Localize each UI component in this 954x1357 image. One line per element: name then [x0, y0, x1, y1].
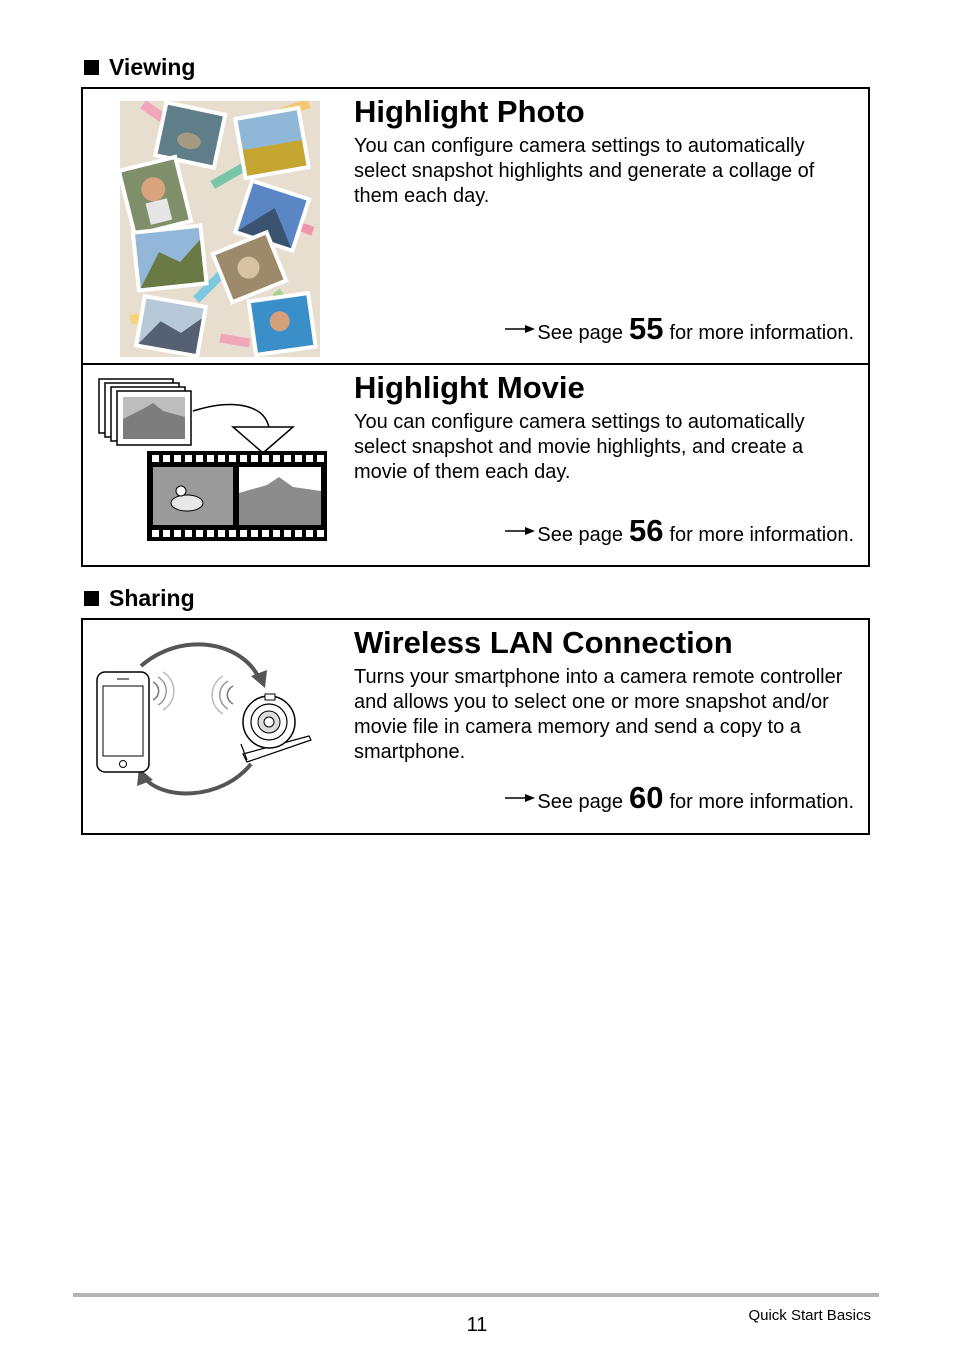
right-arrow-icon [505, 324, 535, 334]
page-reference [505, 311, 854, 347]
reference-prefix: See page [537, 322, 623, 344]
film-strip-illustration [97, 377, 329, 543]
feature-description: You can configure camera settings to automatically select snapshot and movie highlights, and create a movie of them each day. [354, 411, 805, 483]
section-heading-label: Sharing [109, 585, 195, 611]
right-arrow-icon [505, 793, 535, 803]
feature-wireless-lan [83, 620, 868, 833]
reference-page-link[interactable]: 60 [629, 780, 664, 815]
phone-camera-wireless-illustration [91, 636, 317, 798]
section-heading-sharing [84, 585, 195, 612]
feature-description: Turns your smartphone into a camera remote controller and allows you to select one or more snapshot and/or movie file in camera memory and send a copy to a smartphone. [354, 666, 843, 763]
reference-suffix: for more information. [669, 524, 854, 546]
filled-square-icon [84, 60, 99, 75]
reference-prefix: See page [537, 791, 623, 813]
sharing-box [81, 618, 870, 835]
feature-description: You can configure camera settings to automatically select snapshot highlights and generate a collage of them each day. [354, 135, 815, 207]
feature-title: Highlight Photo [354, 94, 585, 129]
reference-prefix: See page [537, 524, 623, 546]
reference-page-link[interactable]: 55 [629, 311, 664, 346]
feature-title: Wireless LAN Connection [354, 625, 733, 660]
footer-section-label: Quick Start Basics [748, 1307, 871, 1324]
page-number: 11 [466, 1314, 488, 1336]
feature-title: Highlight Movie [354, 370, 585, 405]
feature-highlight-movie [83, 363, 868, 565]
section-heading-label: Viewing [109, 54, 196, 80]
reference-suffix: for more information. [669, 322, 854, 344]
page-reference [505, 513, 854, 549]
filled-square-icon [84, 591, 99, 606]
feature-highlight-photo [83, 89, 868, 365]
section-heading-viewing [84, 54, 196, 81]
photo-collage-illustration [120, 101, 320, 357]
viewing-box [81, 87, 870, 567]
right-arrow-icon [505, 526, 535, 536]
footer-divider [73, 1293, 879, 1297]
reference-suffix: for more information. [669, 791, 854, 813]
reference-page-link[interactable]: 56 [629, 513, 664, 548]
page-reference [505, 780, 854, 816]
